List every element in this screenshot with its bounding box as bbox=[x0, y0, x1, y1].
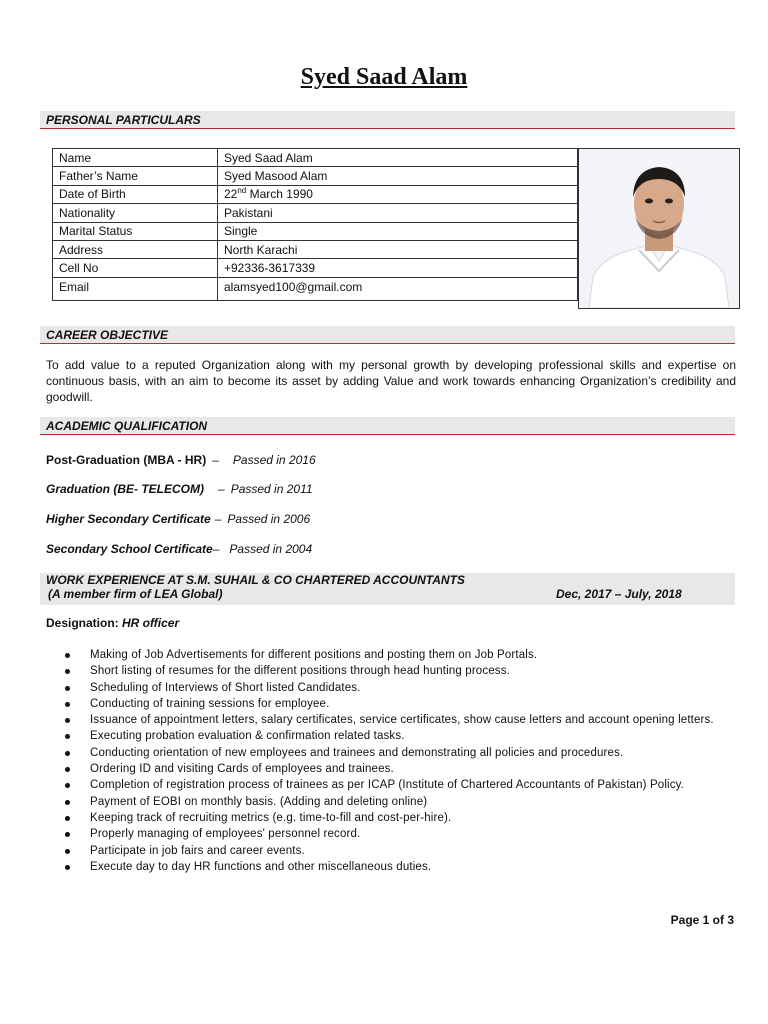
nationality-label: Nationality bbox=[53, 204, 218, 222]
profile-portrait-icon bbox=[579, 149, 739, 308]
section-career-objective bbox=[40, 326, 735, 344]
dob-rest: March 1990 bbox=[246, 187, 313, 202]
list-item: Payment of EOBI on monthly basis. (Adding and deleting online) bbox=[62, 794, 734, 810]
table-row bbox=[53, 185, 578, 203]
list-item: Issuance of appointment letters, salary certificates, service certificates, show cause letters and account opening letters. bbox=[62, 712, 734, 728]
list-item: Short listing of resumes for the different positions through head hunting process. bbox=[62, 663, 734, 679]
qualification-status: Passed in 2011 bbox=[230, 482, 313, 496]
email-label: Email bbox=[53, 277, 218, 300]
section-heading: ACADEMIC QUALIFICATION bbox=[46, 419, 208, 433]
qualification-separator: – bbox=[212, 453, 219, 467]
table-row bbox=[53, 277, 578, 300]
work-subheading: (A member firm of LEA Global) bbox=[48, 587, 223, 601]
table-row bbox=[53, 240, 578, 258]
list-item: Keeping track of recruiting metrics (e.g. time-to-fill and cost-per-hire). bbox=[62, 810, 734, 826]
list-item: Conducting of training sessions for employee. bbox=[62, 696, 734, 712]
name-label: Name bbox=[53, 149, 218, 167]
father-name-label: Father’s Name bbox=[53, 167, 218, 185]
dob-day: 22 bbox=[224, 187, 238, 202]
table-row bbox=[53, 259, 578, 277]
career-objective-text: To add value to a reputed Organization along with my personal growth by developing professional skills and expertise on continuous basis, with an aim to become its asset by adding Value and work towards enhancing Organization’s credibility and goodwill. bbox=[46, 358, 736, 404]
qualification-item bbox=[46, 512, 310, 526]
qualification-item bbox=[46, 453, 316, 467]
personal-info-table bbox=[52, 148, 578, 301]
list-item: Scheduling of Interviews of Short listed Candidates. bbox=[62, 680, 734, 696]
designation bbox=[46, 616, 179, 630]
dob-suffix: nd bbox=[237, 186, 247, 196]
qualification-item bbox=[46, 482, 313, 496]
marital-status-value: Single bbox=[218, 222, 578, 240]
nationality-value: Pakistani bbox=[218, 204, 578, 222]
table-row bbox=[53, 167, 578, 185]
qualification-status: Passed in 2016 bbox=[232, 453, 316, 467]
address-value: North Karachi bbox=[218, 240, 578, 258]
profile-photo bbox=[578, 148, 740, 309]
list-item: Execute day to day HR functions and other miscellaneous duties. bbox=[62, 859, 734, 875]
section-heading: CAREER OBJECTIVE bbox=[46, 328, 169, 342]
work-dates: Dec, 2017 – July, 2018 bbox=[556, 587, 682, 601]
qualification-status: Passed in 2006 bbox=[227, 512, 311, 526]
qualification-status: Passed in 2004 bbox=[229, 542, 313, 556]
section-heading: PERSONAL PARTICULARS bbox=[46, 113, 201, 127]
list-item: Participate in job fairs and career events. bbox=[62, 843, 734, 859]
email-value: alamsyed100@gmail.com bbox=[218, 277, 578, 300]
list-item: Making of Job Advertisements for different positions and posting them on Job Portals. bbox=[62, 647, 734, 663]
designation-label: Designation: bbox=[46, 616, 119, 630]
qualification-separator: – bbox=[214, 512, 222, 526]
section-personal-particulars bbox=[40, 111, 735, 129]
cell-label: Cell No bbox=[53, 259, 218, 277]
qualification-degree: Higher Secondary Certificate bbox=[46, 512, 211, 526]
father-name-value: Syed Masood Alam bbox=[218, 167, 578, 185]
marital-status-label: Marital Status bbox=[53, 222, 218, 240]
list-item: Completion of registration process of trainees as per ICAP (Institute of Chartered Accountants of Pakistan) Policy. bbox=[62, 777, 734, 793]
page-number: Page 1 of 3 bbox=[670, 913, 734, 927]
table-row bbox=[53, 222, 578, 240]
designation-value: HR officer bbox=[122, 616, 180, 630]
name-value: Syed Saad Alam bbox=[218, 149, 578, 167]
qualification-degree: Graduation (BE- TELECOM) bbox=[46, 482, 204, 496]
qualification-separator: – bbox=[212, 542, 220, 556]
address-label: Address bbox=[53, 240, 218, 258]
list-item: Executing probation evaluation & confirmation related tasks. bbox=[62, 728, 734, 744]
work-heading: WORK EXPERIENCE AT S.M. SUHAIL & CO CHARTERED ACCOUNTANTS bbox=[46, 573, 465, 587]
page-title: Syed Saad Alam bbox=[300, 64, 468, 90]
section-work-experience bbox=[40, 573, 735, 605]
table-row bbox=[53, 204, 578, 222]
duties-list bbox=[62, 647, 734, 875]
cell-value: +92336-3617339 bbox=[218, 259, 578, 277]
qualification-separator: – bbox=[218, 482, 225, 496]
list-item: Properly managing of employees' personnel record. bbox=[62, 826, 734, 842]
dob-label: Date of Birth bbox=[53, 185, 218, 203]
list-item: Conducting orientation of new employees and trainees and demonstrating all policies and procedures. bbox=[62, 745, 734, 761]
qualification-item bbox=[46, 542, 312, 556]
qualification-degree: Post-Graduation (MBA - HR) bbox=[46, 453, 207, 467]
qualification-degree: Secondary School Certificate bbox=[46, 542, 213, 556]
dob-value bbox=[218, 185, 578, 203]
section-academic-qualification bbox=[40, 417, 735, 435]
table-row bbox=[53, 149, 578, 167]
list-item: Ordering ID and visiting Cards of employees and trainees. bbox=[62, 761, 734, 777]
